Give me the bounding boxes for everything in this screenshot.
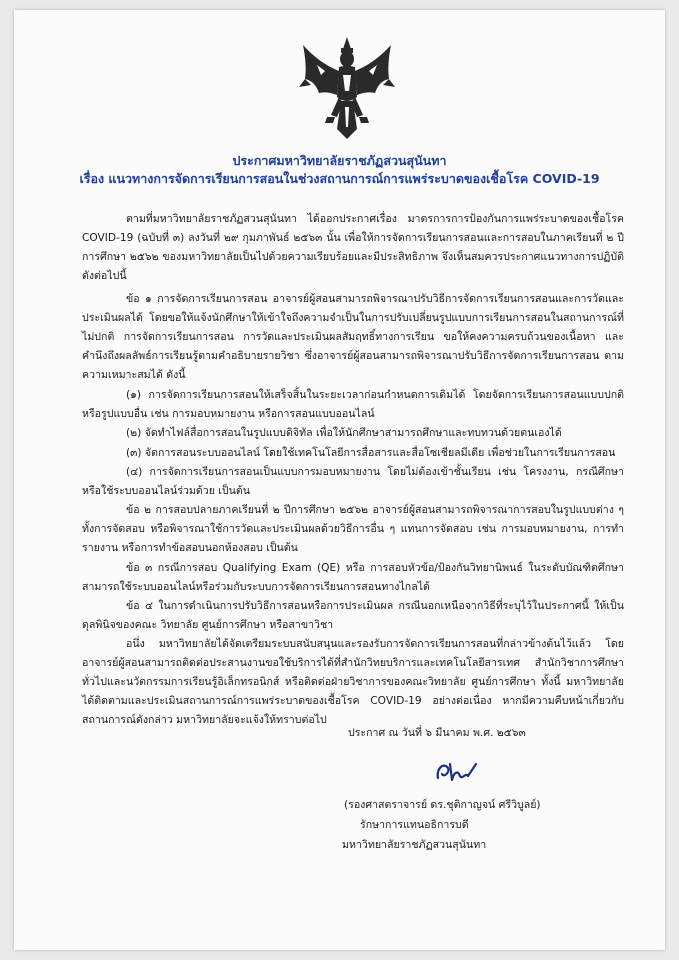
paragraph-closing: อนึ่ง มหาวิทยาลัยได้จัดเตรียมระบบสนับสนุนและรองรับการจัดการเรียนการสอนที่กล่าวข้างต้นไว้แล้ว โดยอาจารย์ผู้สอนสามารถติดต่อประสานงานขอใช้บริการได้ที่สำนักวิทยบริการและเทคโนโลยีสารเทศ สำนักวิชาการศึกษาทั่วไปและนวัตกรรมการเรียนรู้อิเล็กทรอนิกส์ หรือติดต่อฝ่ายวิชาการของคณะวิทยาลัย ศูนย์การศึกษา ทั้งนี้ มหาวิทยาลัยได้ติดตามและประเมินสถานการณ์การแพร่ระบาดของเชื้อโรค COVID-19 อย่างต่อเนื่อง หากมีความคืบหน้าเกี่ยวกับสถานการณ์ดังกล่าว มหาวิทยาลัยจะแจ้งให้ทราบต่อไป [82,638,624,726]
announcement-date: ประกาศ ณ วันที่ ๖ มีนาคม พ.ศ. ๒๕๖๓ [348,727,526,739]
signer-position: รักษาการแทนอธิการบดี [360,819,469,831]
paragraph-clause-4: ข้อ ๔ ในการดำเนินการปรับวิธีการสอนหรือการประเมินผล กรณีนอกเหนือจากวิธีที่ระบุไว้ในประกาศนี้ ให้เป็นดุลพินิจของคณะ วิทยาลัย ศูนย์การศึกษา หรือสาขาวิชา [82,600,624,631]
paragraph-intro: ตามที่มหาวิทยาลัยราชภัฏสวนสุนันทา ได้ออกประกาศเรื่อง มาตรการการป้องกันการแพร่ระบาดของเชื้อโรค COVID-19 (ฉบับที่ ๓) ลงวันที่ ๒๙ กุมภาพันธ์ ๒๕๖๓ นั้น เพื่อให้การจัดการเรียนการสอนและการสอบในภาคเรียนที่ ๒ ปีการศึกษา ๒๕๖๒ ของมหาวิทยาลัยเป็นไปด้วยความเรียบร้อยและมีประสิทธิภาพ จึงเห็นสมควรประกาศแนวทางการปฏิบัติดังต่อไปนี้ [82,213,624,282]
handwritten-signature-icon [432,758,482,784]
paragraph-clause-1: ข้อ ๑ การจัดการเรียนการสอน อาจารย์ผู้สอนสามารถพิจารณาปรับวิธีการจัดการเรียนการสอนและการวัดและประเมินผลได้ โดยขอให้แจ้งนักศึกษาให้เข้าใจถึงความจำเป็นในการปรับเปลี่ยนรูปแบบการเรียนการสอนในสถานการณ์ที่ไม่ปกติ การจัดการเรียนการสอน การวัดและประเมินผลสัมฤทธิ์ทางการเรียน ขอให้คงความครบถ้วนของเนื้อหา และคำนึงถึงผลลัพธ์การเรียนรู้ตามคำอธิบายรายวิชา ซึ่งอาจารย์ผู้สอนสามารถพิจารณาปรับวิธีการจัดการเรียนการสอน ตามความเหมาะสมได้ ดังนี้ [82,293,624,381]
signer-name: (รองศาสตราจารย์ ดร.ชุติกาญจน์ ศรีวิบูลย์) [344,799,541,811]
document-page [14,10,665,950]
list-item-3: (๓) จัดการสอนระบบออนไลน์ โดยใช้เทคโนโลยีการสื่อสารและสื่อโซเชียลมีเดีย เพื่อช่วยในการเรียนการสอน [126,447,616,459]
paragraph-clause-2: ข้อ ๒ การสอบปลายภาคเรียนที่ ๒ ปีการศึกษา ๒๕๖๒ อาจารย์ผู้สอนสามารถพิจารณาการสอบในรูปแบบต่าง ๆ ทั้งการจัดสอบ หรือพิจารณาใช้การวัดและประเมินผลด้วยวิธีการอื่น ๆ แทนการจัดสอบ เช่น การมอบหมายงาน, การทำรายงาน หรือการทำข้อสอบนอกห้องสอบ เป็นต้น [82,504,624,554]
announcement-title: ประกาศมหาวิทยาลัยราชภัฏสวนสุนันทา [232,153,447,168]
garuda-emblem-icon [297,35,397,143]
signer-organization: มหาวิทยาลัยราชภัฏสวนสุนันทา [342,839,487,851]
announcement-subject: เรื่อง แนวทางการจัดการเรียนการสอนในช่วงสถานการณ์การแพร่ระบาดของเชื้อโรค COVID-19 [79,171,600,186]
list-item-4: (๔) การจัดการเรียนการสอนเป็นแบบการมอบหมายงาน โดยไม่ต้องเข้าชั้นเรียน เช่น โครงงาน, กรณีศึกษา หรือใช้ระบบออนไลน์ร่วมด้วย เป็นต้น [82,466,624,497]
list-item-2: (๒) จัดทำไฟล์สื่อการสอนในรูปแบบดิจิทัล เพื่อให้นักศึกษาสามารถศึกษาและทบทวนด้วยตนเองได้ [126,427,562,439]
paragraph-clause-3: ข้อ ๓ กรณีการสอบ Qualifying Exam (QE) หรือ การสอบหัวข้อ/ป้องกันวิทยานิพนธ์ ในระดับบัณฑิตศึกษาสามารถใช้ระบบออนไลน์หรือร่วมกับระบบการจัดการเรียนการสอนทางไกลได้ [82,562,624,593]
list-item-1: (๑) การจัดการเรียนการสอนให้เสร็จสิ้นในระยะเวลาก่อนกำหนดการเดิมได้ โดยจัดการเรียนการสอนแบบปกติ หรือรูปแบบอื่น เช่น การมอบหมายงาน หรือการสอนแบบออนไลน์ [82,389,624,420]
